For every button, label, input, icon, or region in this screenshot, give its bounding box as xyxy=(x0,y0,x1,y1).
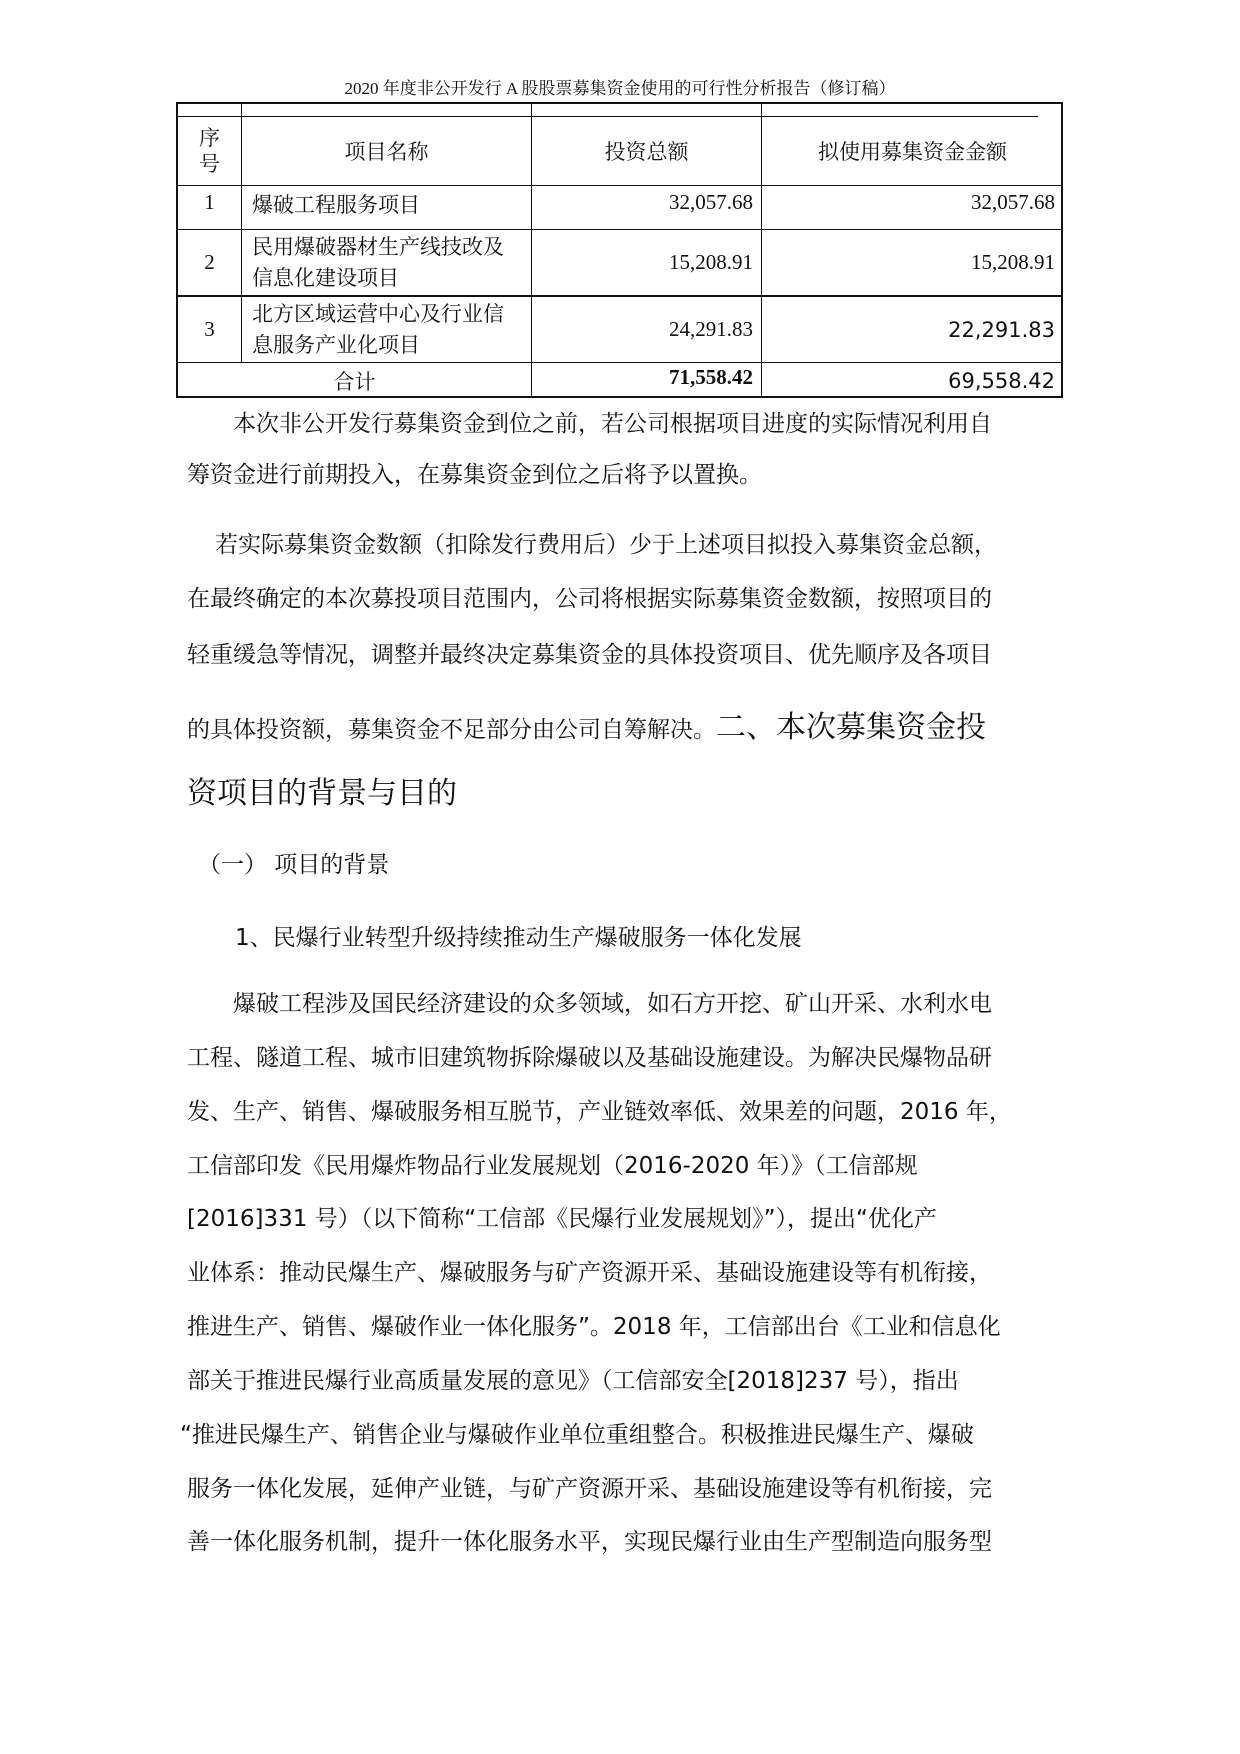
p3-line: 业体系：推动民爆生产、爆破服务与矿产资源开采、基础设施建设等有机衔接， xyxy=(187,1260,992,1286)
p3-line: 服务一体化发展，延伸产业链，与矿产资源开采、基础设施建设等有机衔接，完 xyxy=(187,1476,992,1502)
p1-line1: 本次非公开发行募集资金到位之前，若公司根据项目进度的实际情况利用自 xyxy=(233,411,992,437)
row3-name-line2: 息服务产业化项目 xyxy=(252,332,420,357)
p3-line: 爆破工程涉及国民经济建设的众多领域，如石方开挖、矿山开采、水利水电 xyxy=(233,991,992,1017)
p3-line: 善一体化服务机制，提升一体化服务水平，实现民爆行业由生产型制造向服务型 xyxy=(187,1529,992,1555)
p2-line4: 的具体投资额，募集资金不足部分由公司自筹解决。 xyxy=(187,717,716,743)
p3-line: 工信部印发《民用爆炸物品行业发展规划（2016-2020 年）》（工信部规 xyxy=(187,1153,918,1179)
p3-line: 工程、隧道工程、城市旧建筑物拆除爆破以及基础设施建设。为解决民爆物品研 xyxy=(187,1045,992,1071)
row1-seq: 1 xyxy=(204,190,215,214)
p1-line2: 筹资金进行前期投入，在募集资金到位之后将予以置换。 xyxy=(187,462,762,488)
row3-name xyxy=(242,297,531,362)
p2-line4-with-heading xyxy=(187,702,986,746)
header-total-investment: 投资总额 xyxy=(604,139,689,164)
p3-line: 部关于推进民爆行业高质量发展的意见》（工信部安全[2018]237 号），指出 xyxy=(187,1368,959,1394)
header-seq xyxy=(178,116,241,185)
row2-seq: 2 xyxy=(204,250,215,274)
row2-name xyxy=(242,230,531,295)
p2-line1: 若实际募集资金数额（扣除发行费用后）少于上述项目拟投入募集资金总额， xyxy=(215,532,997,558)
row2-name-line2: 信息化建设项目 xyxy=(252,265,399,290)
running-header: 2020 年度非公开发行 A 股股票募集资金使用的可行性分析报告（修订稿） xyxy=(344,79,896,98)
header-raised-funds: 拟使用募集资金金额 xyxy=(818,139,1007,164)
section2-heading-part1: 二、本次募集资金投 xyxy=(716,710,986,745)
row3-total: 24,291.83 xyxy=(669,317,753,341)
header-seq-label: 序号 xyxy=(199,125,220,176)
row3-seq: 3 xyxy=(204,317,215,341)
p2-line3: 轻重缓急等情况，调整并最终决定募集资金的具体投资项目、优先顺序及各项目 xyxy=(187,642,992,668)
p2-line2: 在最终确定的本次募投项目范围内，公司将根据实际募集资金数额，按照项目的 xyxy=(187,586,992,612)
section2-heading-part2: 资项目的背景与目的 xyxy=(187,776,457,811)
p3-line: “推进民爆生产、销售企业与爆破作业单位重组整合。积极推进民爆生产、爆破 xyxy=(180,1422,974,1448)
row3-name-line1: 北方区域运营中心及行业信 xyxy=(252,301,504,326)
row2-name-line1: 民用爆破器材生产线技改及 xyxy=(252,234,504,259)
row1-total: 32,057.68 xyxy=(669,190,753,214)
header-project-name: 项目名称 xyxy=(344,139,429,164)
p3-line: [2016]331 号）（以下简称“工信部《民爆行业发展规划》”），提出“优化产 xyxy=(187,1206,937,1232)
row1-name: 爆破工程服务项目 xyxy=(252,193,420,217)
subsection1-heading: （一） 项目的背景 xyxy=(198,852,390,878)
item1-heading: 1、民爆行业转型升级持续推动生产爆破服务一体化发展 xyxy=(235,925,802,951)
row3-raised: 22,291.83 xyxy=(948,317,1055,342)
row2-total: 15,208.91 xyxy=(669,250,753,274)
fundraising-projects-table xyxy=(176,102,1063,398)
total-raised: 69,558.42 xyxy=(948,368,1055,393)
row1-raised: 32,057.68 xyxy=(971,190,1055,214)
p3-line: 推进生产、销售、爆破作业一体化服务”。2018 年，工信部出台《工业和信息化 xyxy=(187,1314,1001,1340)
row2-raised: 15,208.91 xyxy=(971,250,1055,274)
p3-line: 发、生产、销售、爆破服务相互脱节，产业链效率低、效果差的问题，2016 年， xyxy=(187,1099,1012,1125)
total-investment: 71,558.42 xyxy=(669,365,753,389)
total-label: 合计 xyxy=(333,369,376,394)
